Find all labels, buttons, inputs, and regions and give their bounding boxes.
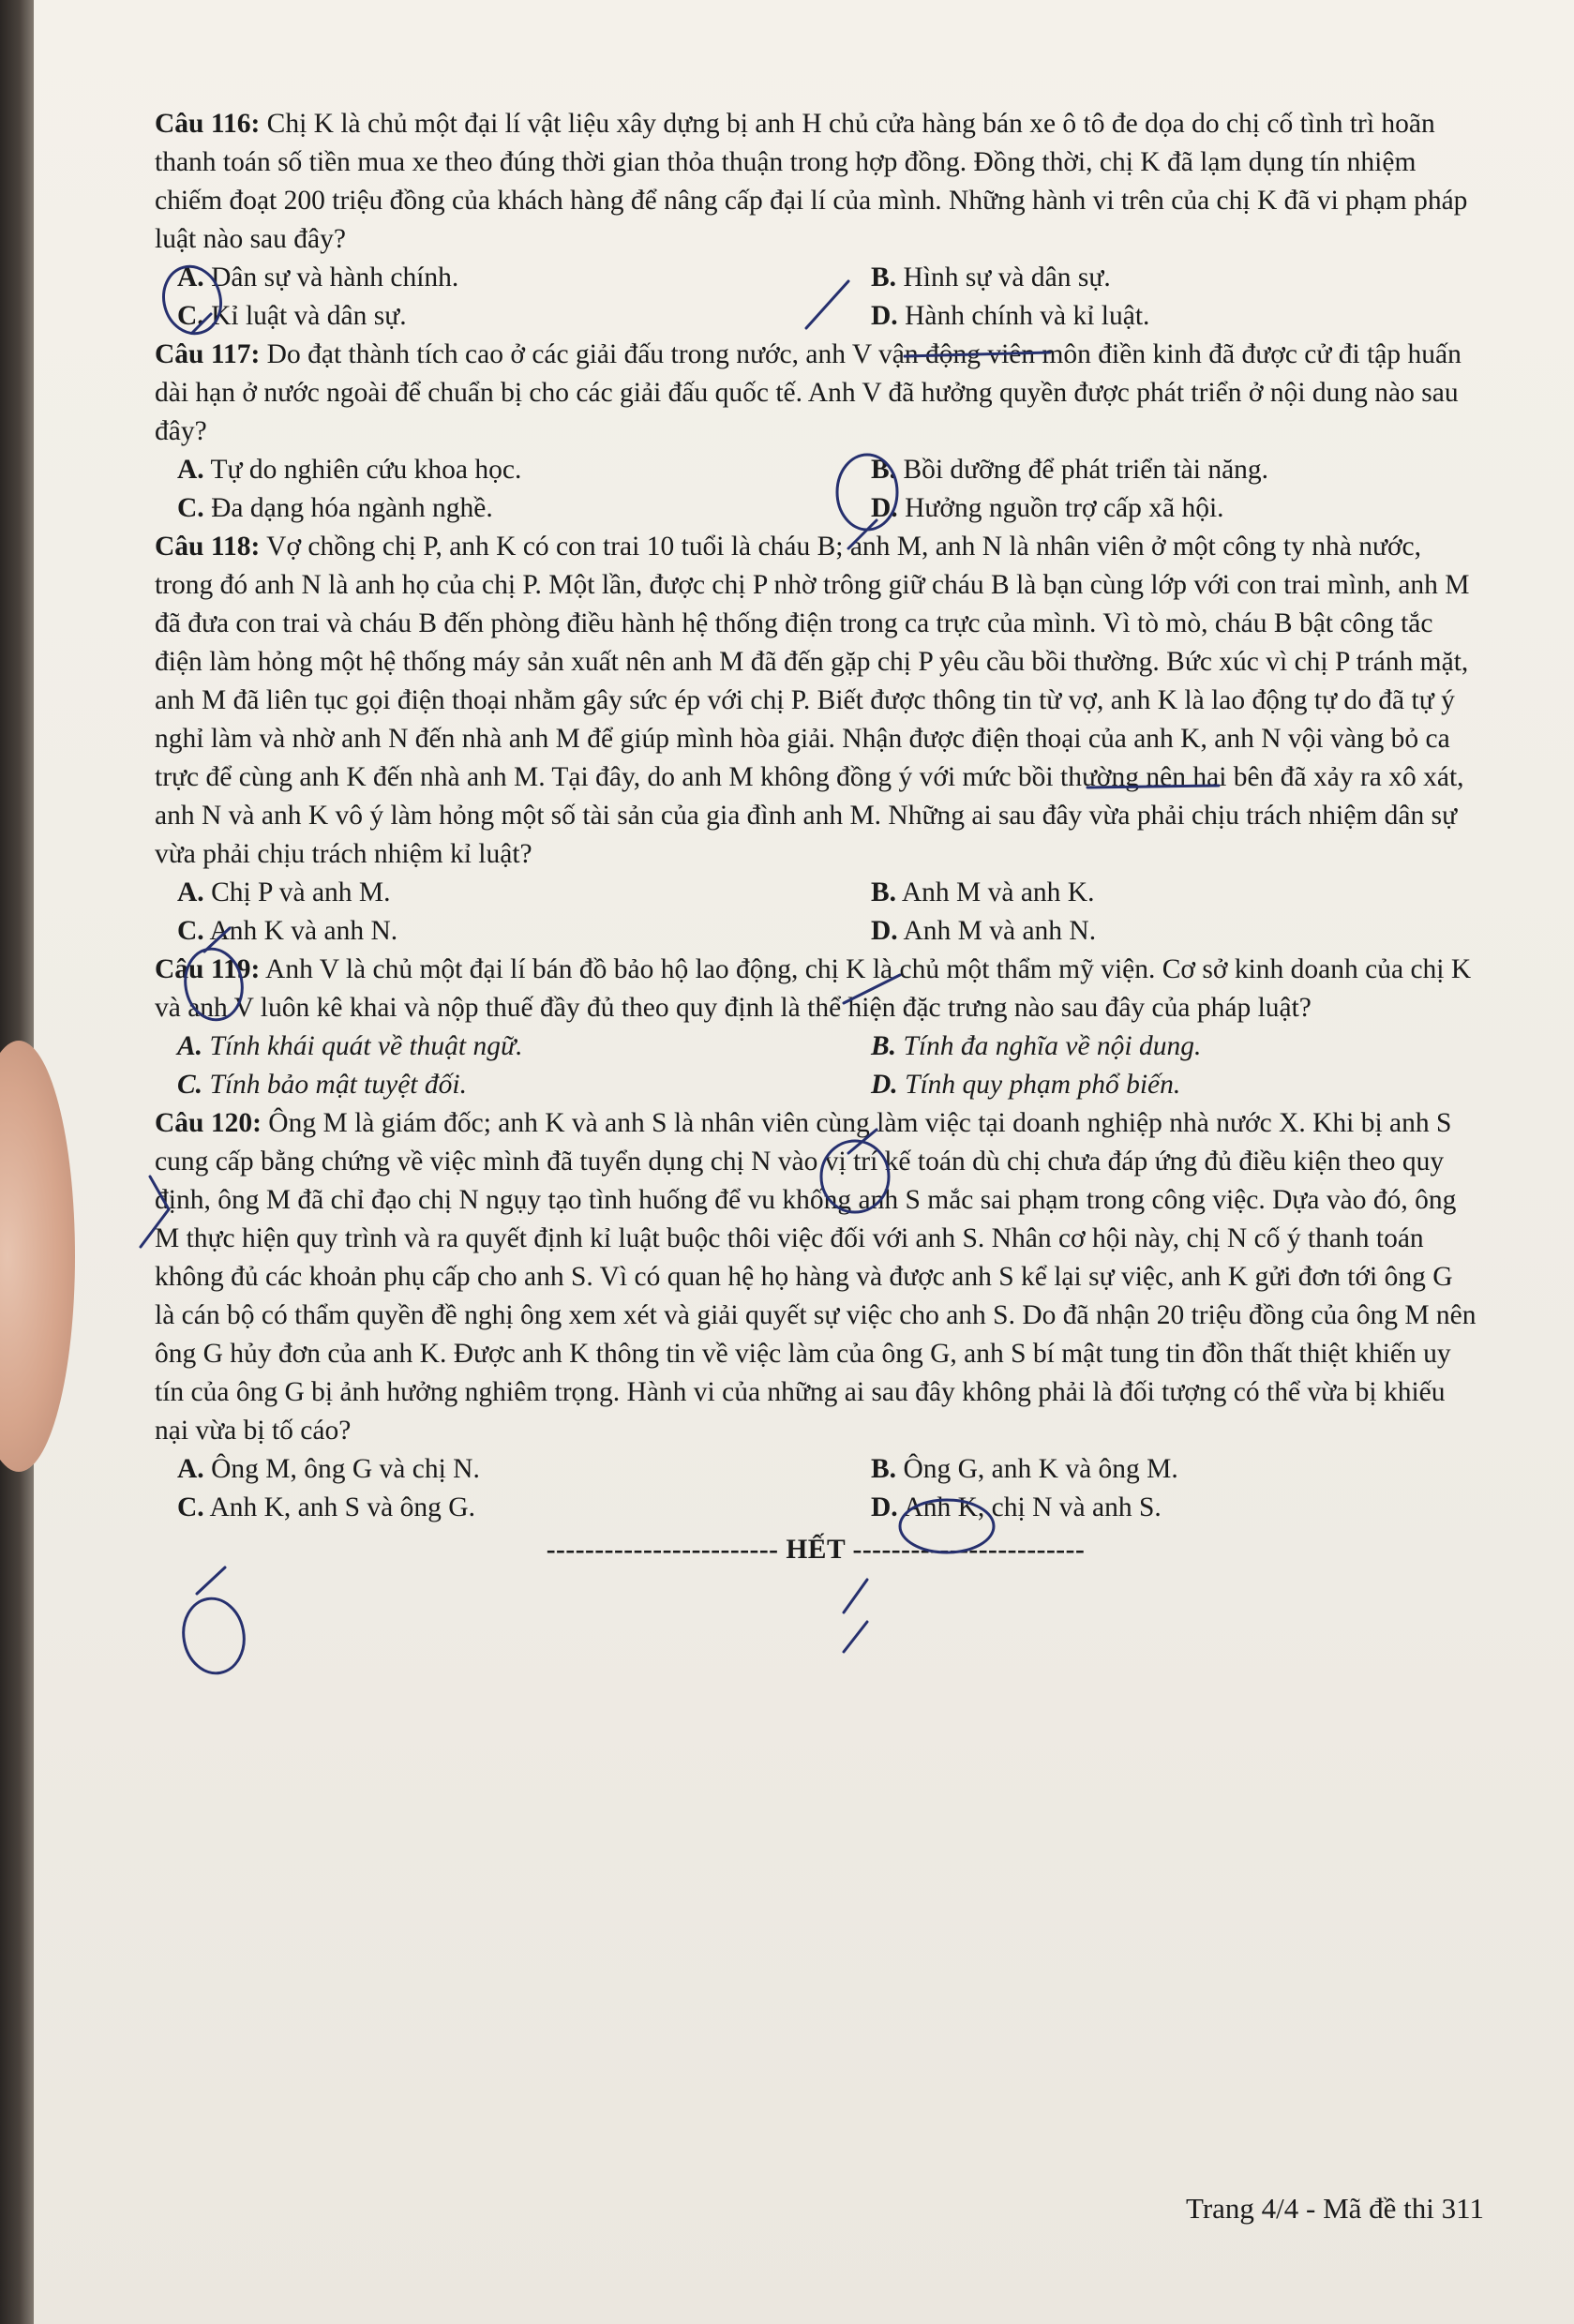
question-body: Chị K là chủ một đại lí vật liệu xây dựng bị anh H chủ cửa hàng bán xe ô tô đe dọa do chị cố tình trì hoãn thanh toán số tiền mua xe theo đúng thời gian thỏa thuận trong hợp đồng. Đồng thời, chị K đã lạm dụng tín nhiệm chiếm đoạt 200 triệu đồng của khách hàng để nâng cấp đại lí của mình. Những hành vi trên của chị K đã vi phạm pháp luật nào sau đây? bbox=[155, 109, 1468, 254]
option-text: Chị P và anh M. bbox=[211, 877, 391, 907]
question-label: Câu 120: bbox=[155, 1108, 262, 1138]
options bbox=[177, 1450, 1477, 1527]
option-d[interactable] bbox=[871, 297, 1490, 336]
option-text: Tính khái quát về thuật ngữ. bbox=[209, 1031, 523, 1061]
question-117 bbox=[155, 336, 1477, 528]
option-letter: D. bbox=[871, 301, 898, 331]
options bbox=[177, 259, 1477, 336]
question-116 bbox=[155, 105, 1477, 336]
option-text: Ông M, ông G và chị N. bbox=[211, 1454, 480, 1484]
question-label: Câu 116: bbox=[155, 109, 261, 139]
option-text: Anh M và anh K. bbox=[901, 877, 1095, 907]
option-letter: B. bbox=[871, 455, 897, 485]
question-120 bbox=[155, 1104, 1477, 1527]
option-text: Anh M và anh N. bbox=[903, 916, 1097, 946]
question-text bbox=[155, 105, 1477, 259]
option-letter: C. bbox=[177, 1492, 204, 1522]
option-b[interactable] bbox=[871, 451, 1490, 489]
option-a[interactable] bbox=[177, 1450, 871, 1489]
option-text: Hưởng nguồn trợ cấp xã hội. bbox=[905, 493, 1224, 523]
end-of-exam-mark: ------------------------ HẾT ------------------------ bbox=[546, 1535, 1086, 1565]
option-text: Tính quy phạm phổ biến. bbox=[905, 1070, 1181, 1100]
option-c[interactable] bbox=[177, 297, 871, 336]
option-text: Ông G, anh K và ông M. bbox=[903, 1454, 1178, 1484]
option-text: Anh K, chị N và anh S. bbox=[903, 1492, 1162, 1522]
option-d[interactable] bbox=[871, 489, 1490, 528]
question-118 bbox=[155, 528, 1477, 951]
question-119 bbox=[155, 951, 1477, 1104]
question-body: Anh V là chủ một đại lí bán đồ bảo hộ lao động, chị K là chủ một thẩm mỹ viện. Cơ sở kinh doanh của chị K và anh V luôn kê khai và nộp thuế đầy đủ theo quy định là thể hiện đặc trưng nào sau đây của pháp luật? bbox=[155, 954, 1472, 1023]
page-footer: Trang 4/4 - Mã đề thi 311 bbox=[1185, 2192, 1484, 2225]
option-c[interactable] bbox=[177, 1066, 871, 1104]
option-letter: A. bbox=[177, 455, 204, 485]
option-c[interactable] bbox=[177, 912, 871, 951]
option-d[interactable] bbox=[871, 912, 1490, 951]
option-b[interactable] bbox=[871, 1450, 1490, 1489]
option-text: Bồi dưỡng để phát triển tài năng. bbox=[903, 455, 1269, 485]
option-text: Tự do nghiên cứu khoa học. bbox=[210, 455, 522, 485]
option-letter: A. bbox=[177, 1454, 204, 1484]
option-letter: A. bbox=[177, 877, 204, 907]
option-text: Anh K và anh N. bbox=[209, 916, 398, 946]
options bbox=[177, 1027, 1477, 1104]
option-text: Đa dạng hóa ngành nghề. bbox=[211, 493, 493, 523]
question-label: Câu 117: bbox=[155, 339, 261, 369]
option-letter: C. bbox=[177, 1070, 203, 1100]
option-text: Dân sự và hành chính. bbox=[211, 262, 459, 292]
option-text: Hình sự và dân sự. bbox=[903, 262, 1111, 292]
option-c[interactable] bbox=[177, 489, 871, 528]
option-text: Tính bảo mật tuyệt đối. bbox=[209, 1070, 467, 1100]
option-letter: A. bbox=[177, 1031, 203, 1061]
option-letter: B. bbox=[871, 1454, 897, 1484]
option-letter: C. bbox=[177, 916, 204, 946]
question-body: Vợ chồng chị P, anh K có con trai 10 tuổi là cháu B; anh M, anh N là nhân viên ở một công ty nhà nước, trong đó anh N là anh họ của chị P. Một lần, được chị P nhờ trông giữ cháu B là bạn cùng lớp với con trai mình, anh M đã đưa con trai và cháu B đến phòng điều hành hệ thống điện trong ca trực của mình. Vì tò mò, cháu B bật công tắc điện làm hỏng một hệ thống máy sản xuất nên anh M đã đến gặp chị P yêu cầu bồi thường. Bức xúc vì chị P tránh mặt, anh M đã liên tục gọi điện thoại nhằm gây sức ép với chị P. Biết được thông tin từ vợ, anh K là lao động tự do đã tự ý nghỉ làm và nhờ anh N đến nhà anh M để giúp mình hòa giải. Nhận được điện thoại của anh K, anh N vội vàng bỏ ca trực để cùng anh K đến nhà anh M. Tại đây, do anh M không đồng ý với mức bồi thường nên hai bên đã xảy ra xô xát, anh N và anh K vô ý làm hỏng một số tài sản của gia đình anh M. Những ai sau đây vừa phải chịu trách nhiệm dân sự vừa phải chịu trách nhiệm kỉ luật? bbox=[155, 532, 1470, 869]
question-text bbox=[155, 951, 1477, 1027]
option-b[interactable] bbox=[871, 1027, 1490, 1066]
option-d[interactable] bbox=[871, 1066, 1490, 1104]
option-text: Anh K, anh S và ông G. bbox=[209, 1492, 475, 1522]
option-letter: B. bbox=[871, 877, 897, 907]
option-a[interactable] bbox=[177, 874, 871, 912]
option-letter: D. bbox=[871, 1070, 898, 1100]
option-text: Hành chính và kỉ luật. bbox=[905, 301, 1150, 331]
options bbox=[177, 874, 1477, 951]
option-b[interactable] bbox=[871, 874, 1490, 912]
question-label: Câu 118: bbox=[155, 532, 261, 562]
option-letter: C. bbox=[177, 493, 204, 523]
option-text: Kỉ luật và dân sự. bbox=[211, 301, 407, 331]
option-letter: B. bbox=[871, 1031, 897, 1061]
option-letter: D. bbox=[871, 493, 898, 523]
option-letter: C. bbox=[177, 301, 204, 331]
option-a[interactable] bbox=[177, 259, 871, 297]
option-d[interactable] bbox=[871, 1489, 1490, 1527]
option-a[interactable] bbox=[177, 451, 871, 489]
question-body: Do đạt thành tích cao ở các giải đấu trong nước, anh V vận động viên môn điền kinh đã được cử đi tập huấn dài hạn ở nước ngoài để chuẩn bị cho các giải đấu quốc tế. Anh V đã hưởng quyền được phát triển ở nội dung nào sau đây? bbox=[155, 339, 1462, 446]
question-body: Ông M là giám đốc; anh K và anh S là nhân viên cùng làm việc tại doanh nghiệp nhà nước X. Khi bị anh S cung cấp bằng chứng về việc mình đã tuyển dụng chị N vào vị trí kế toán dù chị chưa đáp ứng đủ điều kiện theo quy định, ông M đã chỉ đạo chị N ngụy tạo tình huống để vu khống anh S mắc sai phạm trong công việc. Dựa vào đó, ông M thực hiện quy trình và ra quyết định kỉ luật buộc thôi việc đối với anh S. Nhân cơ hội này, chị N cố ý thanh toán không đủ các khoản phụ cấp cho anh S. Vì có quan hệ họ hàng và được anh S kể lại sự việc, anh K gửi đơn tới ông G là cán bộ có thẩm quyền đề nghị ông xem xét và giải quyết sự việc cho anh S. Do đã nhận 20 triệu đồng của ông M nên ông G hủy đơn của anh K. Được anh K thông tin về việc làm của ông G, anh S bí mật tung tin đồn thất thiệt khiến uy tín của ông G bị ảnh hưởng nghiêm trọng. Hành vi của những ai sau đây không phải là đối tượng có thể vừa bị khiếu nại vừa bị tố cáo? bbox=[155, 1108, 1477, 1446]
question-text bbox=[155, 336, 1477, 451]
option-c[interactable] bbox=[177, 1489, 871, 1527]
options bbox=[177, 451, 1477, 528]
option-letter: D. bbox=[871, 1492, 898, 1522]
option-letter: D. bbox=[871, 916, 898, 946]
option-a[interactable] bbox=[177, 1027, 871, 1066]
option-letter: A. bbox=[177, 262, 204, 292]
question-text bbox=[155, 528, 1477, 874]
option-text: Tính đa nghĩa về nội dung. bbox=[903, 1031, 1202, 1061]
option-b[interactable] bbox=[871, 259, 1490, 297]
exam-content bbox=[155, 105, 1477, 1569]
option-letter: B. bbox=[871, 262, 897, 292]
question-label: Câu 119: bbox=[155, 954, 261, 984]
question-text bbox=[155, 1104, 1477, 1450]
